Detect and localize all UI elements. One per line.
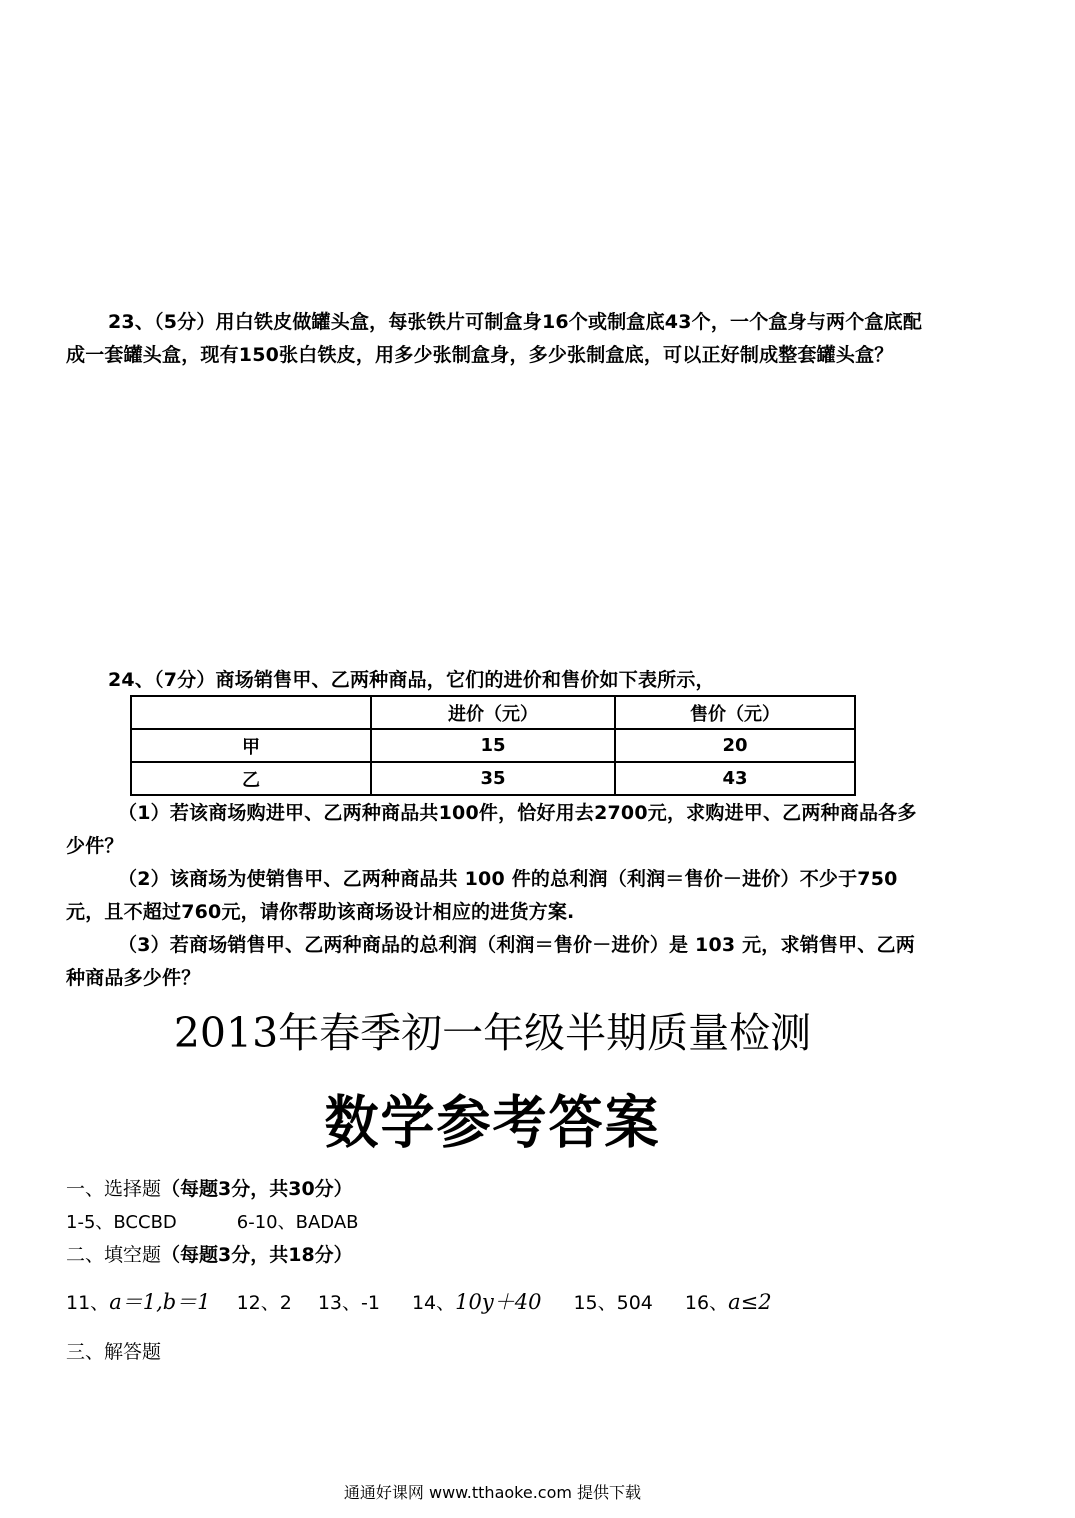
- question-24-part-3: [66, 929, 926, 995]
- fill-12: 12、2: [236, 1292, 292, 1314]
- question-24-part-2: [66, 863, 926, 929]
- answers-6-10: 6-10、BADAB: [236, 1212, 359, 1233]
- fill-11-number: 11、: [66, 1292, 110, 1314]
- section-1-note: （每题3分，共30分）: [161, 1178, 353, 1200]
- footer-source: 通通好课网 www.tthaoke.com 提供下载: [343, 1483, 642, 1502]
- section-2-answers: [66, 1286, 772, 1316]
- table-row: [131, 762, 855, 795]
- fill-13: 13、-1: [317, 1292, 380, 1314]
- question-23-text: 23、（5分）用白铁皮做罐头盒，每张铁片可制盒身16个或制盒底43个，一个盒身与两个盒底配成一套罐头盒，现有150张白铁皮，用多少张制盒身，多少张制盒底，可以正好制成整套罐头盒？: [66, 311, 923, 366]
- section-1-label: 一、选择题: [66, 1178, 162, 1200]
- question-23: [66, 306, 926, 372]
- table-cell: 甲: [131, 729, 371, 762]
- section-2-label: 二、填空题: [66, 1244, 162, 1266]
- table-header-row: [131, 696, 855, 729]
- section-1-heading: [66, 1174, 353, 1201]
- table-cell: 乙: [131, 762, 371, 795]
- fill-14-answer: 10y＋40: [455, 1290, 542, 1314]
- section-3-heading: 三、解答题: [66, 1341, 162, 1363]
- section-1-answers: [66, 1208, 359, 1234]
- answer-key-title: 数学参考答案: [324, 1089, 661, 1156]
- price-table: [130, 695, 856, 796]
- fill-16-number: 16、: [684, 1292, 729, 1314]
- section-2-heading: [66, 1240, 353, 1267]
- answers-1-5: 1-5、BCCBD: [66, 1212, 177, 1233]
- section-2-note: （每题3分，共18分）: [161, 1244, 353, 1266]
- question-24-part-1: [66, 797, 926, 863]
- fill-11-answer: a＝1,b＝1: [109, 1290, 211, 1314]
- table-cell: 15: [371, 729, 615, 762]
- table-cell: 35: [371, 762, 615, 795]
- table-header-cell: 进价（元）: [371, 696, 615, 729]
- question-24-part-1-text: （1）若该商场购进甲、乙两种商品共100件，恰好用去2700元，求购进甲、乙两种商品各多少件？: [66, 802, 917, 857]
- fill-14-number: 14、: [411, 1292, 456, 1314]
- table-header-cell: [131, 696, 371, 729]
- table-cell: 43: [615, 762, 855, 795]
- question-24-part-2-text: （2）该商场为使销售甲、乙两种商品共 100 件的总利润（利润＝售价－进价）不少于750元，且不超过760元，请你帮助该商场设计相应的进货方案.: [66, 868, 898, 923]
- fill-16-answer: a≤2: [728, 1290, 772, 1314]
- question-24-part-3-text: （3）若商场销售甲、乙两种商品的总利润（利润＝售价－进价）是 103 元，求销售甲、乙两种商品多少件？: [66, 934, 915, 989]
- exam-title: 2013年春季初一年级半期质量检测: [173, 1009, 812, 1057]
- fill-15: 15、504: [573, 1292, 653, 1314]
- table-header-cell: 售价（元）: [615, 696, 855, 729]
- question-24-intro: 24、（7分）商场销售甲、乙两种商品，它们的进价和售价如下表所示，: [108, 669, 715, 691]
- table-row: [131, 729, 855, 762]
- table-cell: 20: [615, 729, 855, 762]
